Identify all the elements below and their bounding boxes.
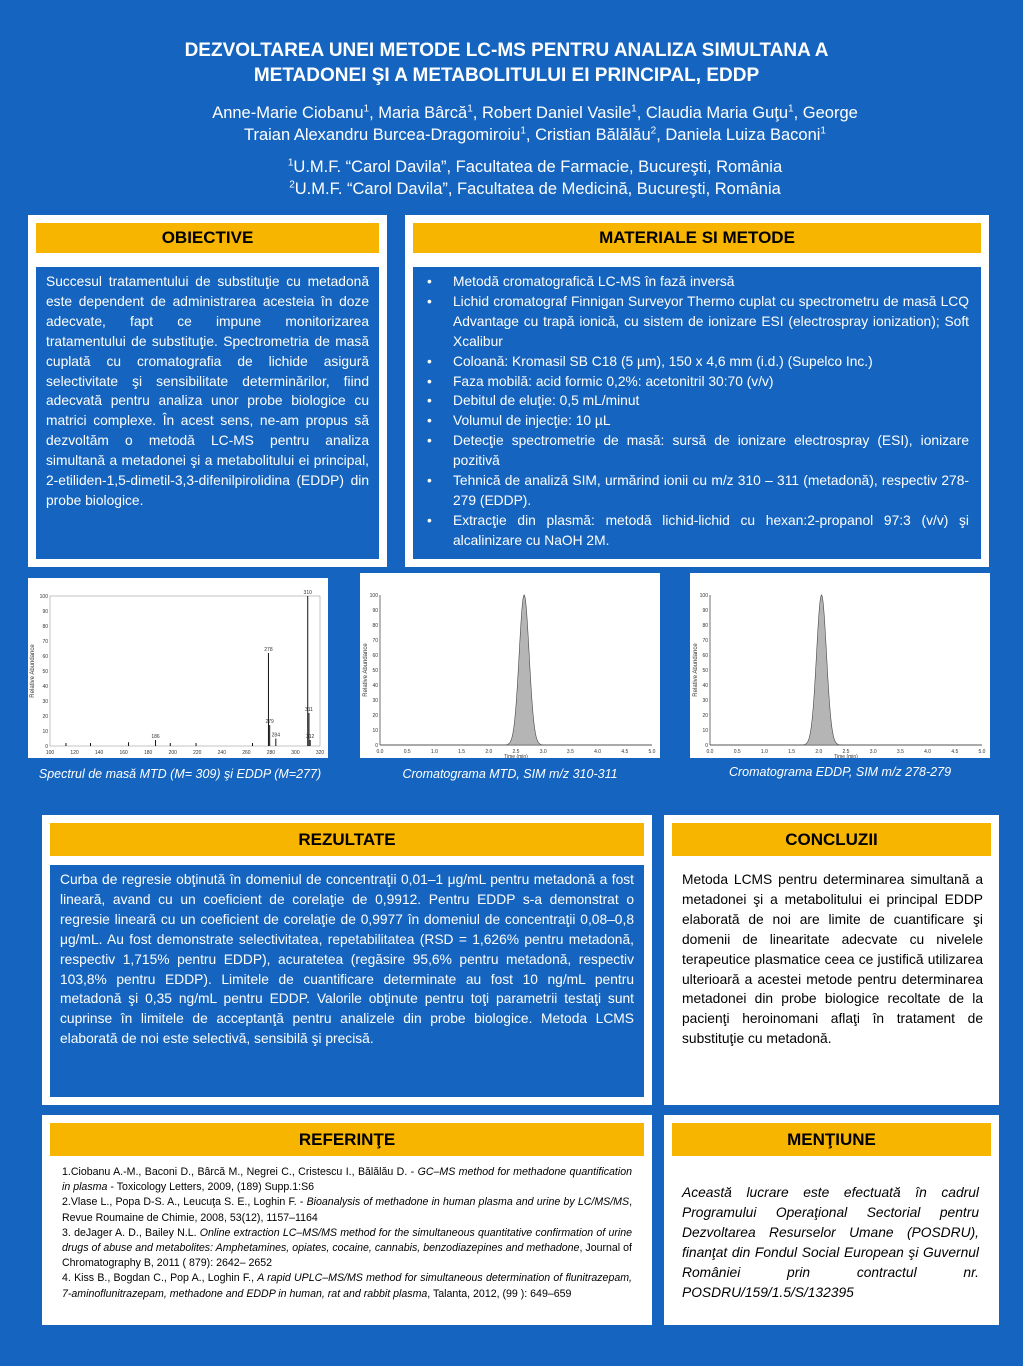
x-tick-label: 1.0: [760, 749, 768, 755]
y-tick-label: 0: [705, 743, 708, 749]
y-tick-label: 40: [42, 684, 48, 690]
plot-area: [50, 596, 320, 746]
x-axis-label: Time (min): [504, 754, 528, 758]
author: Robert Daniel Vasile: [481, 104, 632, 122]
y-tick-label: 40: [702, 683, 708, 689]
list-item: • Tehnică de analiză SIM, urmărind ionii cu m/z 310 – 311 (metadonă), respectiv 278-279 (EDDP).: [421, 471, 969, 511]
list-item: • Detecţie spectrometrie de masă: sursă de ionizare electrospray (ESI), ionizare pozitivă: [421, 431, 969, 471]
y-tick-label: 10: [372, 728, 378, 734]
y-tick-label: 0: [375, 743, 378, 749]
x-axis-label: Time (min): [834, 754, 858, 758]
mention-panel: [664, 1115, 999, 1325]
x-tick-label: 260: [242, 750, 251, 756]
references-list: [50, 1165, 644, 1302]
chromatogram-eddp-chart: [690, 573, 990, 758]
affiliations: $^1$U.M.F. “Carol Davila”, Facultatea de Farmacie, Bucureşti, România $^2$U.M.F. “Carol Davila”, Facultatea de Medicină, Bucureşti, România: [287, 157, 783, 198]
results-text: Curba de regresie obţinută în domeniul de concentraţii 0,01–1 μg/mL pentru metadonă a fost lineară, avand cu un coeficient de corelaţie de 0,9912. Pentru EDDP s-a demonstrat o regresie lineară cu un coeficient de corelaţie de 0,9977 în domeniul de concentraţii 0,08–0,8 μg/mL. Au fost demonstrate selectivitatea, repetabilitatea (RSD = 1,626% pentru metadonă, respectiv 1,715% pentru EDDP), acuratetea (regăsire 95,6% pentru metadonă, respectiv 103,8% pentru EDDP). Limitele de cuantificare determinate au fost 10 ng/mL pentru metadonă şi 0,35 ng/mL pentru EDDP. Valorile obţinute pentru toţi parametrii testaţi sunt cuprinse în limitele de acceptanţă pentru analizele din probe biologice. Metoda LCMS elaborată de noi este selectivă, sensibilă şi precisă.: [50, 865, 644, 1097]
x-tick-label: 100: [45, 750, 55, 756]
poster-title: [0, 38, 1023, 88]
reference-item: 2.Vlase L., Popa D-S. A., Leucuţa S. E., Loghin F. - Bioanalysis of methadone in human plasma and urine by LC/MS/MS, Revue Roumaine de Chimie, 2008, 53(12), 1157–1164: [62, 1196, 633, 1224]
y-axis-label: Relative Abundance: [693, 643, 699, 697]
x-tick-label: 2.5: [842, 749, 850, 755]
results-header: REZULTATE: [50, 823, 644, 856]
y-tick-label: 70: [372, 638, 378, 644]
methods-header: MATERIALE SI METODE: [413, 223, 981, 253]
y-tick-label: 90: [42, 609, 48, 615]
peak-label: 312: [306, 734, 315, 740]
x-tick-label: 120: [70, 750, 79, 756]
list-item: • Faza mobilă: acid formic 0,2%: acetonitril 30:70 (v/v): [421, 372, 969, 392]
list-item: • Debitul de eluţie: 0,5 mL/minut: [421, 391, 969, 411]
reference-item: 3. deJager A. D., Bailey N.L. Online extraction LC–MS/MS method for the simultaneous quantitative confirmation of urine drugs of abuse and metabolites: Amphetamines, opiates, cocaine, cannabis, benzodiazepines and methadone, Journal of Chromatography B, 2011 ( 879): 2642– 2652: [62, 1226, 633, 1270]
y-tick-label: 100: [39, 594, 48, 600]
y-tick-label: 40: [372, 683, 378, 689]
x-tick-label: 5.0: [648, 749, 656, 755]
x-tick-label: 3.5: [896, 749, 904, 755]
y-tick-label: 50: [702, 668, 708, 674]
x-tick-label: 140: [94, 750, 104, 756]
y-tick-label: 0: [45, 744, 48, 750]
y-tick-label: 80: [702, 623, 708, 629]
x-tick-label: 2.5: [512, 749, 520, 755]
list-item: • Volumul de injecţie: 10 µL: [421, 411, 969, 431]
author-list: Anne-Marie Ciobanu$^1$, Maria Bârcă$^1$, Robert Daniel Vasile$^1$, Claudia Maria Guţu$^1$, George Traian Alexandru Burcea-Dragomiroiu$^1$, Cristian Bălălău$^2$, Daniela Luiza Baconi$^1$: [212, 103, 858, 144]
objective-text: Succesul tratamentului de substituţie cu metadonă este dependent de administrarea acesteia în doze adecvate, fapt ce impune monitorizarea tratamentului de substituţie. Spectrometria de masă cuplată cu cromatografia de lichide asigură selectivitate şi sensibilitate determinărilor, fiind adecvată pentru analiza unor probe biologice cu matrici complexe. În acest sens, ne-am propus să dezvoltăm o metodă LC-MS pentru analiza simultană a metadonei şi a metabolitului ei principal, 2-etiliden-1,5-dimetil-3,3-difenilpirolidina (EDDP) din probe biologice.: [36, 267, 379, 559]
x-tick-label: 3.0: [869, 749, 877, 755]
mass-spectrum-chart: [28, 578, 328, 758]
list-item: • Extracţie din plasmă: metodă lichid-lichid cu hexan:2-propanol 97:3 (v/v) şi alcalinizare cu NaOH 2M.: [421, 511, 969, 551]
affiliation-2: U.M.F. “Carol Davila”, Facultatea de Medicină, Bucureşti, România: [294, 180, 781, 198]
x-tick-label: 240: [217, 750, 226, 756]
y-tick-label: 50: [42, 669, 48, 675]
peak-label: 310: [303, 590, 312, 596]
y-tick-label: 20: [372, 713, 378, 719]
y-tick-label: 60: [372, 653, 378, 659]
y-axis-label: Relative Abundance: [30, 644, 36, 698]
y-tick-label: 30: [42, 699, 48, 705]
reference-item: 1.Ciobanu A.-M., Baconi D., Bârcă M., Negrei C., Cristescu I., Bălălău D. - GC–MS method for methadone quantification in plasma - Toxicology Letters, 2009, (189) Supp.1:S6: [62, 1166, 632, 1194]
list-item: • Coloană: Kromasil SB C18 (5 µm), 150 x 4,6 mm (i.d.) (Supelco Inc.): [421, 352, 969, 372]
y-axis-label: Relative Abundance: [363, 643, 369, 697]
mention-text: Această lucrare este efectuată în cadrul Programului Operaţional Sectorial pentru Dezvoltarea Resurselor Umane (POSDRU), finanţat din Fondul Social European şi Guvernul României prin contractul nr. POSDRU/159/1.5/S/132395: [682, 1185, 979, 1300]
caption-chromatogram-mtd: Cromatograma MTD, SIM m/z 310-311: [402, 767, 618, 781]
y-tick-label: 100: [369, 593, 378, 599]
y-tick-label: 90: [372, 608, 378, 614]
peak-label: 186: [151, 734, 160, 740]
chromatogram-peak: [380, 595, 652, 745]
x-tick-label: 280: [266, 750, 276, 756]
author: Anne-Marie Ciobanu: [212, 104, 364, 122]
author: Daniela Luiza Baconi: [665, 126, 821, 144]
conclusions-text: Metoda LCMS pentru determinarea simultană a metadonei şi a metabolitului ei principal EDDP elaborată de noi are limite de cuantificare şi domenii de linearitate adecvate cu nivelele terapeutice plasmatice ceea ce justifică utilizarea ulterioară a acestei metode pentru determinarea metadonei din probe biologice recoltate de la pacienţi heroinomani aflaţi în tratament de substituţie cu metadonă.: [682, 872, 983, 1047]
y-tick-label: 60: [42, 654, 48, 660]
peak-label: 278: [264, 647, 273, 653]
y-tick-label: 30: [702, 698, 708, 704]
author: Traian Alexandru Burcea-Dragomiroiu: [244, 126, 521, 144]
conclusions-header: CONCLUZII: [672, 823, 991, 856]
peak-label: 311: [304, 707, 313, 713]
references-header: REFERINŢE: [50, 1123, 644, 1156]
y-tick-label: 20: [702, 713, 708, 719]
y-tick-label: 70: [702, 638, 708, 644]
x-tick-label: 1.5: [458, 749, 466, 755]
objective-panel: [28, 215, 387, 567]
author: George: [802, 104, 858, 122]
x-tick-label: 300: [291, 750, 300, 756]
author: Maria Bârcă: [378, 104, 468, 122]
x-tick-label: 3.0: [539, 749, 547, 755]
x-tick-label: 0.5: [403, 749, 411, 755]
list-item: • Lichid cromatograf Finnigan Surveyor Thermo cuplat cu spectrometru de masă LCQ Advantage cu trapă ionică, cu sistem de ionizare ESI (electrospray ionization); Soft Xcalibur: [421, 292, 969, 352]
x-tick-label: 0.0: [706, 749, 714, 755]
x-tick-label: 180: [144, 750, 153, 756]
y-tick-label: 50: [372, 668, 378, 674]
x-tick-label: 160: [119, 750, 128, 756]
affiliation-1: U.M.F. “Carol Davila”, Facultatea de Farmacie, Bucureşti, România: [293, 158, 783, 176]
x-tick-label: 3.5: [566, 749, 574, 755]
x-tick-label: 220: [193, 750, 202, 756]
mention-header: MENŢIUNE: [672, 1123, 991, 1156]
peak-label: 279: [265, 719, 274, 725]
x-tick-label: 1.0: [430, 749, 438, 755]
y-tick-label: 100: [699, 593, 708, 599]
y-tick-label: 30: [372, 698, 378, 704]
conclusions-panel: [664, 815, 999, 1105]
y-tick-label: 90: [702, 608, 708, 614]
title-line-2: METADONEI ŞI A METABOLITULUI EI PRINCIPAL, EDDP: [253, 65, 760, 86]
y-tick-label: 10: [42, 729, 48, 735]
chromatogram-peak: [710, 595, 982, 745]
y-tick-label: 60: [702, 653, 708, 659]
y-tick-label: 70: [42, 639, 48, 645]
x-tick-label: 200: [168, 750, 177, 756]
chromatogram-mtd-chart: [360, 573, 660, 758]
author: Cristian Bălălău: [535, 126, 651, 144]
x-tick-label: 4.5: [951, 749, 959, 755]
objective-header: OBIECTIVE: [36, 223, 379, 253]
reference-item: 4. Kiss B., Bogdan C., Pop A., Loghin F., A rapid UPLC–MS/MS method for simultaneous determination of flunitrazepam, 7-aminoflunitrazepam, methadone and EDDP in human, rat and rabbit plasma, Talanta, 2012, (99 ): 649–659: [62, 1272, 632, 1300]
y-tick-label: 80: [42, 624, 48, 630]
references-panel: [42, 1115, 652, 1325]
y-tick-label: 20: [42, 714, 48, 720]
x-tick-label: 320: [315, 750, 325, 756]
methods-panel: [405, 215, 989, 567]
x-tick-label: 1.5: [788, 749, 796, 755]
x-tick-label: 5.0: [978, 749, 986, 755]
x-tick-label: 4.0: [594, 749, 602, 755]
title-line-1: DEZVOLTAREA UNEI METODE LC-MS PENTRU ANALIZA SIMULTANA A: [184, 40, 829, 61]
y-tick-label: 80: [372, 623, 378, 629]
methods-list-box: [413, 267, 981, 559]
x-tick-label: 2.0: [815, 749, 823, 755]
methods-list: [421, 272, 969, 551]
list-item: • Metodă cromatografică LC-MS în fază inversă: [421, 272, 969, 292]
caption-mass-spectrum: Spectrul de masă MTD (M= 309) şi EDDP (M=277): [38, 767, 322, 781]
author: Claudia Maria Guţu: [645, 104, 789, 122]
x-tick-label: 4.5: [621, 749, 629, 755]
x-tick-label: 0.5: [733, 749, 741, 755]
x-tick-label: 0.0: [376, 749, 384, 755]
y-tick-label: 10: [702, 728, 708, 734]
results-panel: [42, 815, 652, 1105]
peak-label: 284: [271, 732, 280, 739]
caption-chromatogram-eddp: Cromatograma EDDP, SIM m/z 278-279: [728, 765, 952, 779]
x-tick-label: 4.0: [924, 749, 932, 755]
x-tick-label: 2.0: [485, 749, 493, 755]
